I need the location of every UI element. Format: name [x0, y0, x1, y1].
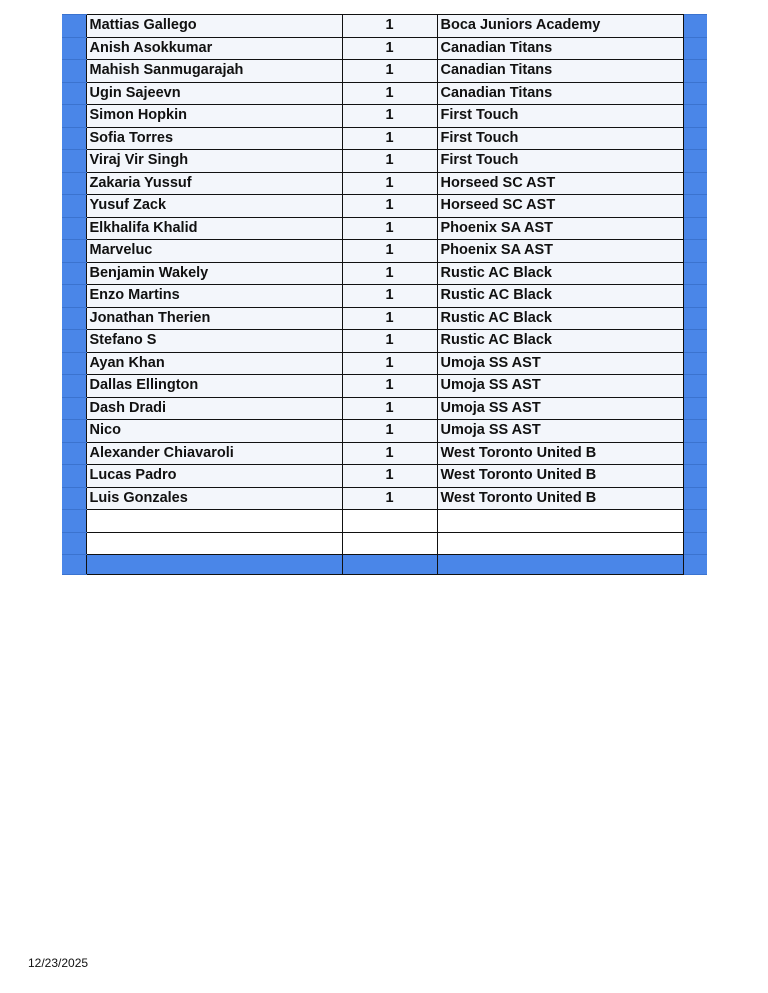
table-row: [62, 105, 707, 128]
row-margin: [683, 307, 707, 330]
goal-count-cell: 1: [342, 465, 437, 488]
row-margin: [62, 397, 86, 420]
row-margin: [683, 60, 707, 83]
table-row: [62, 262, 707, 285]
player-name-cell: Alexander Chiavaroli: [86, 442, 342, 465]
table-row: [62, 420, 707, 443]
team-name-cell: Phoenix SA AST: [437, 240, 683, 263]
row-margin: [62, 82, 86, 105]
empty-row: [62, 532, 707, 555]
row-margin: [62, 37, 86, 60]
row-margin: [683, 487, 707, 510]
table-row: [62, 375, 707, 398]
table-row: [62, 217, 707, 240]
row-margin: [62, 240, 86, 263]
player-name-cell: Enzo Martins: [86, 285, 342, 308]
goal-count-cell: 1: [342, 442, 437, 465]
team-name-cell: Horseed SC AST: [437, 172, 683, 195]
row-margin: [683, 82, 707, 105]
goal-count-cell: 1: [342, 15, 437, 38]
goal-count-cell: 1: [342, 37, 437, 60]
table-row: [62, 352, 707, 375]
goal-count-cell: 1: [342, 375, 437, 398]
row-margin: [683, 330, 707, 353]
goal-count-cell: 1: [342, 352, 437, 375]
row-margin: [62, 217, 86, 240]
row-margin: [683, 37, 707, 60]
row-margin: [62, 15, 86, 38]
row-margin: [62, 375, 86, 398]
table-row: [62, 150, 707, 173]
row-margin: [62, 127, 86, 150]
empty-cell: [86, 532, 342, 555]
row-margin: [683, 510, 707, 533]
goal-count-cell: 1: [342, 60, 437, 83]
table-row: [62, 285, 707, 308]
player-name-cell: Ugin Sajeevn: [86, 82, 342, 105]
team-name-cell: Phoenix SA AST: [437, 217, 683, 240]
row-margin: [62, 532, 86, 555]
goal-count-cell: 1: [342, 82, 437, 105]
row-margin: [683, 150, 707, 173]
player-name-cell: Dallas Ellington: [86, 375, 342, 398]
team-name-cell: Canadian Titans: [437, 82, 683, 105]
table-row: [62, 240, 707, 263]
footer-band-cell: [86, 555, 342, 575]
row-margin: [683, 240, 707, 263]
team-name-cell: West Toronto United B: [437, 465, 683, 488]
print-date: 12/23/2025: [28, 956, 89, 970]
player-name-cell: Mahish Sanmugarajah: [86, 60, 342, 83]
team-name-cell: First Touch: [437, 105, 683, 128]
player-name-cell: Anish Asokkumar: [86, 37, 342, 60]
goal-count-cell: 1: [342, 285, 437, 308]
row-margin: [62, 465, 86, 488]
footer-band-cell: [437, 555, 683, 575]
empty-cell: [342, 510, 437, 533]
scorers-table: [62, 14, 707, 575]
goal-count-cell: 1: [342, 487, 437, 510]
goal-count-cell: 1: [342, 397, 437, 420]
row-margin: [683, 420, 707, 443]
row-margin: [683, 465, 707, 488]
row-margin: [683, 352, 707, 375]
player-name-cell: Nico: [86, 420, 342, 443]
player-name-cell: Benjamin Wakely: [86, 262, 342, 285]
team-name-cell: Rustic AC Black: [437, 307, 683, 330]
empty-cell: [86, 510, 342, 533]
team-name-cell: Canadian Titans: [437, 37, 683, 60]
team-name-cell: Rustic AC Black: [437, 262, 683, 285]
team-name-cell: Horseed SC AST: [437, 195, 683, 218]
row-margin: [683, 442, 707, 465]
player-name-cell: Zakaria Yussuf: [86, 172, 342, 195]
row-margin: [683, 555, 707, 575]
empty-cell: [342, 532, 437, 555]
row-margin: [62, 150, 86, 173]
player-name-cell: Viraj Vir Singh: [86, 150, 342, 173]
table-row: [62, 442, 707, 465]
table-row: [62, 37, 707, 60]
team-name-cell: Umoja SS AST: [437, 397, 683, 420]
row-margin: [683, 262, 707, 285]
player-name-cell: Simon Hopkin: [86, 105, 342, 128]
table-row: [62, 330, 707, 353]
row-margin: [683, 127, 707, 150]
goal-count-cell: 1: [342, 262, 437, 285]
table-row: [62, 465, 707, 488]
goal-count-cell: 1: [342, 330, 437, 353]
row-margin: [683, 195, 707, 218]
row-margin: [62, 330, 86, 353]
goal-count-cell: 1: [342, 195, 437, 218]
row-margin: [683, 105, 707, 128]
goal-count-cell: 1: [342, 217, 437, 240]
table-body: [62, 15, 707, 575]
table-row: [62, 82, 707, 105]
row-margin: [62, 487, 86, 510]
row-margin: [683, 532, 707, 555]
goal-count-cell: 1: [342, 150, 437, 173]
table-row: [62, 307, 707, 330]
goal-count-cell: 1: [342, 127, 437, 150]
player-name-cell: Marveluc: [86, 240, 342, 263]
table-row: [62, 127, 707, 150]
player-name-cell: Mattias Gallego: [86, 15, 342, 38]
table-row: [62, 195, 707, 218]
row-margin: [683, 375, 707, 398]
footer-band-cell: [342, 555, 437, 575]
table-row: [62, 172, 707, 195]
row-margin: [683, 217, 707, 240]
footer-band-row: [62, 555, 707, 575]
table-row: [62, 60, 707, 83]
row-margin: [62, 195, 86, 218]
player-name-cell: Elkhalifa Khalid: [86, 217, 342, 240]
empty-row: [62, 510, 707, 533]
team-name-cell: West Toronto United B: [437, 487, 683, 510]
player-name-cell: Jonathan Therien: [86, 307, 342, 330]
player-name-cell: Ayan Khan: [86, 352, 342, 375]
row-margin: [62, 442, 86, 465]
table-row: [62, 487, 707, 510]
player-name-cell: Yusuf Zack: [86, 195, 342, 218]
goal-count-cell: 1: [342, 105, 437, 128]
team-name-cell: Rustic AC Black: [437, 330, 683, 353]
empty-cell: [437, 532, 683, 555]
goal-count-cell: 1: [342, 420, 437, 443]
team-name-cell: Umoja SS AST: [437, 420, 683, 443]
player-name-cell: Dash Dradi: [86, 397, 342, 420]
row-margin: [683, 285, 707, 308]
team-name-cell: First Touch: [437, 127, 683, 150]
row-margin: [62, 510, 86, 533]
row-margin: [62, 105, 86, 128]
row-margin: [62, 262, 86, 285]
table-row: [62, 397, 707, 420]
row-margin: [62, 352, 86, 375]
row-margin: [683, 15, 707, 38]
row-margin: [62, 307, 86, 330]
table-row: [62, 15, 707, 38]
player-name-cell: Sofia Torres: [86, 127, 342, 150]
goal-count-cell: 1: [342, 307, 437, 330]
goal-count-cell: 1: [342, 172, 437, 195]
row-margin: [62, 172, 86, 195]
team-name-cell: Canadian Titans: [437, 60, 683, 83]
row-margin: [683, 172, 707, 195]
row-margin: [62, 420, 86, 443]
team-name-cell: Rustic AC Black: [437, 285, 683, 308]
player-name-cell: Lucas Padro: [86, 465, 342, 488]
row-margin: [62, 60, 86, 83]
row-margin: [62, 555, 86, 575]
team-name-cell: First Touch: [437, 150, 683, 173]
team-name-cell: Umoja SS AST: [437, 352, 683, 375]
team-name-cell: Umoja SS AST: [437, 375, 683, 398]
row-margin: [62, 285, 86, 308]
goal-count-cell: 1: [342, 240, 437, 263]
team-name-cell: Boca Juniors Academy: [437, 15, 683, 38]
player-name-cell: Luis Gonzales: [86, 487, 342, 510]
player-name-cell: Stefano S: [86, 330, 342, 353]
team-name-cell: West Toronto United B: [437, 442, 683, 465]
empty-cell: [437, 510, 683, 533]
row-margin: [683, 397, 707, 420]
